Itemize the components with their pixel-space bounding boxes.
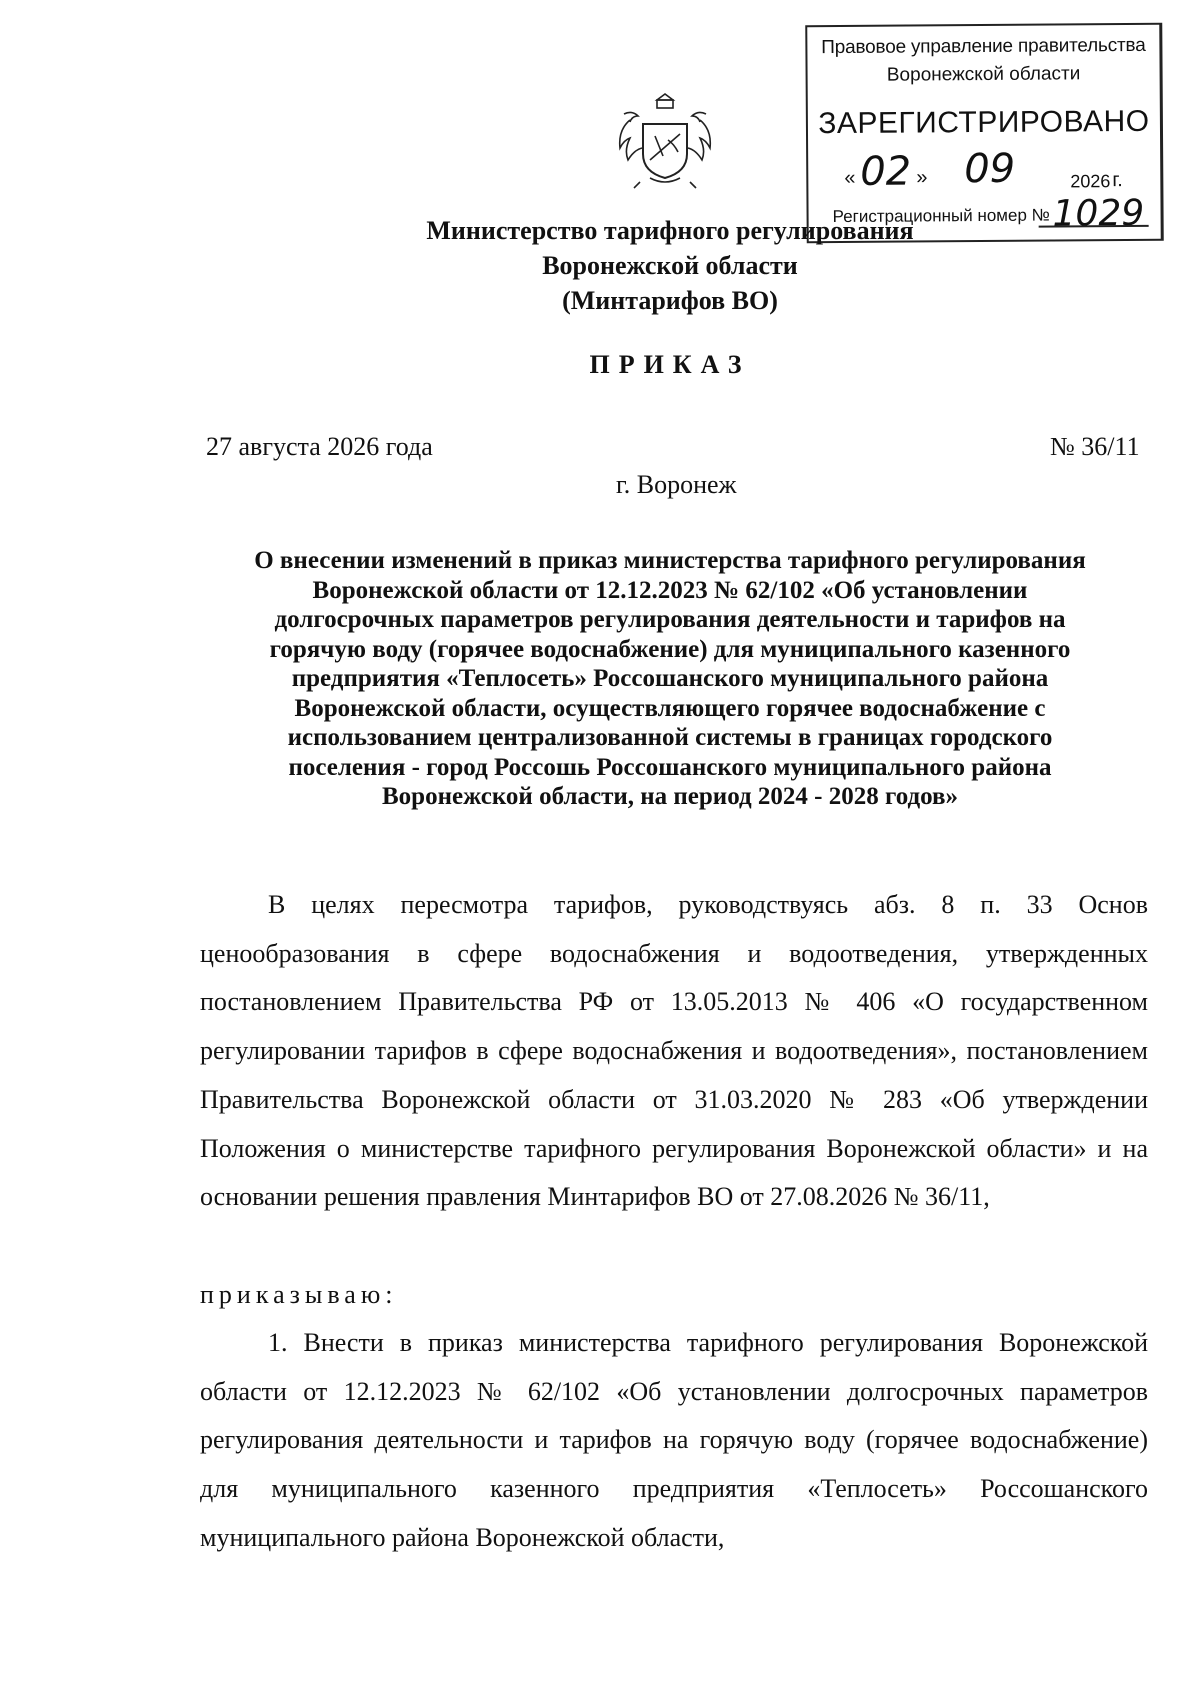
title-line: Воронежской области, осуществляющего горячее водоснабжение с [294,694,1046,722]
title-line: горячую воду (горячее водоснабжение) для муниципального казенного [269,635,1071,663]
coat-of-arms-emblem [610,90,720,190]
stamp-reg-label: Регистрационный номер № [832,205,1050,227]
document-type: ПРИКАЗ [589,350,751,379]
ministry-abbrev: (Минтарифов ВО) [562,286,778,315]
title-line: использованием централизованной системы в границах городского [287,724,1053,751]
stamp-month: 09 [964,145,1016,193]
title-line: долгосрочных параметров регулирования деятельности и тарифов на [274,606,1066,633]
stamp-org-line1: Правовое управление правительства [821,34,1146,59]
stamp-status: ЗАРЕГИСТРИРОВАНО [818,104,1150,141]
stamp-year: 2026 [1070,171,1111,192]
ministry-name-line2: Воронежской области [542,251,798,280]
stamp-close-quote: » [916,166,928,189]
title-line: О внесении изменений в приказ министерства тарифного регулирования [254,547,1086,574]
title-line: Воронежской области от 12.12.2023 № 62/102 «Об установлении [312,576,1028,604]
order-city: г. Воронеж [616,470,737,499]
registration-stamp [805,23,1164,243]
stamp-reg-number: 1029 [1052,192,1145,235]
stamp-open-quote: « [844,166,856,189]
stamp-year-suffix: г. [1112,169,1123,192]
stamp-day: 02 [860,148,912,195]
order-item-1: 1. Внести в приказ министерства тарифного регулирования Воронежской области от 12.12.2023 № 62/102 «Об установлении долгосрочных параметров регулирования деятельности и тарифов на горячую воду (горячее водоснабжение) для муниципального казенного предприятия «Теплосеть» Россошанского муниципального района Воронежской области, [200,1328,1148,1552]
title-line: предприятия «Теплосеть» Россошанского муниципального района [291,665,1049,692]
order-word: приказываю: [200,1280,398,1309]
preamble-paragraph: В целях пересмотра тарифов, руководствуясь абз. 8 п. 33 Основ ценообразования в сфере водоснабжения и водоотведения, утвержденных постановлением Правительства РФ от 13.05.2013 № 406 «О государственном регулировании тарифов в сфере водоснабжения и водоотведения», постановлением Правительства Воронежской области от 31.03.2020 № 283 «Об утверждении Положения о министерстве тарифного регулирования Воронежской области» и на основании решения правления Минтарифов ВО от 27.08.2026 № 36/11, [200,890,1148,1212]
order-title [190,546,1150,812]
order-date: 27 августа 2026 года [206,432,433,461]
title-line: Воронежской области, на период 2024 - 2028 годов» [381,783,958,810]
ministry-name-line1: Министерство тарифного регулирования [426,216,914,245]
stamp-org-line2: Воронежской области [886,63,1081,86]
order-number: № 36/11 [1050,432,1140,461]
title-line: поселения - город Россошь Россошанского муниципального района [288,753,1052,781]
